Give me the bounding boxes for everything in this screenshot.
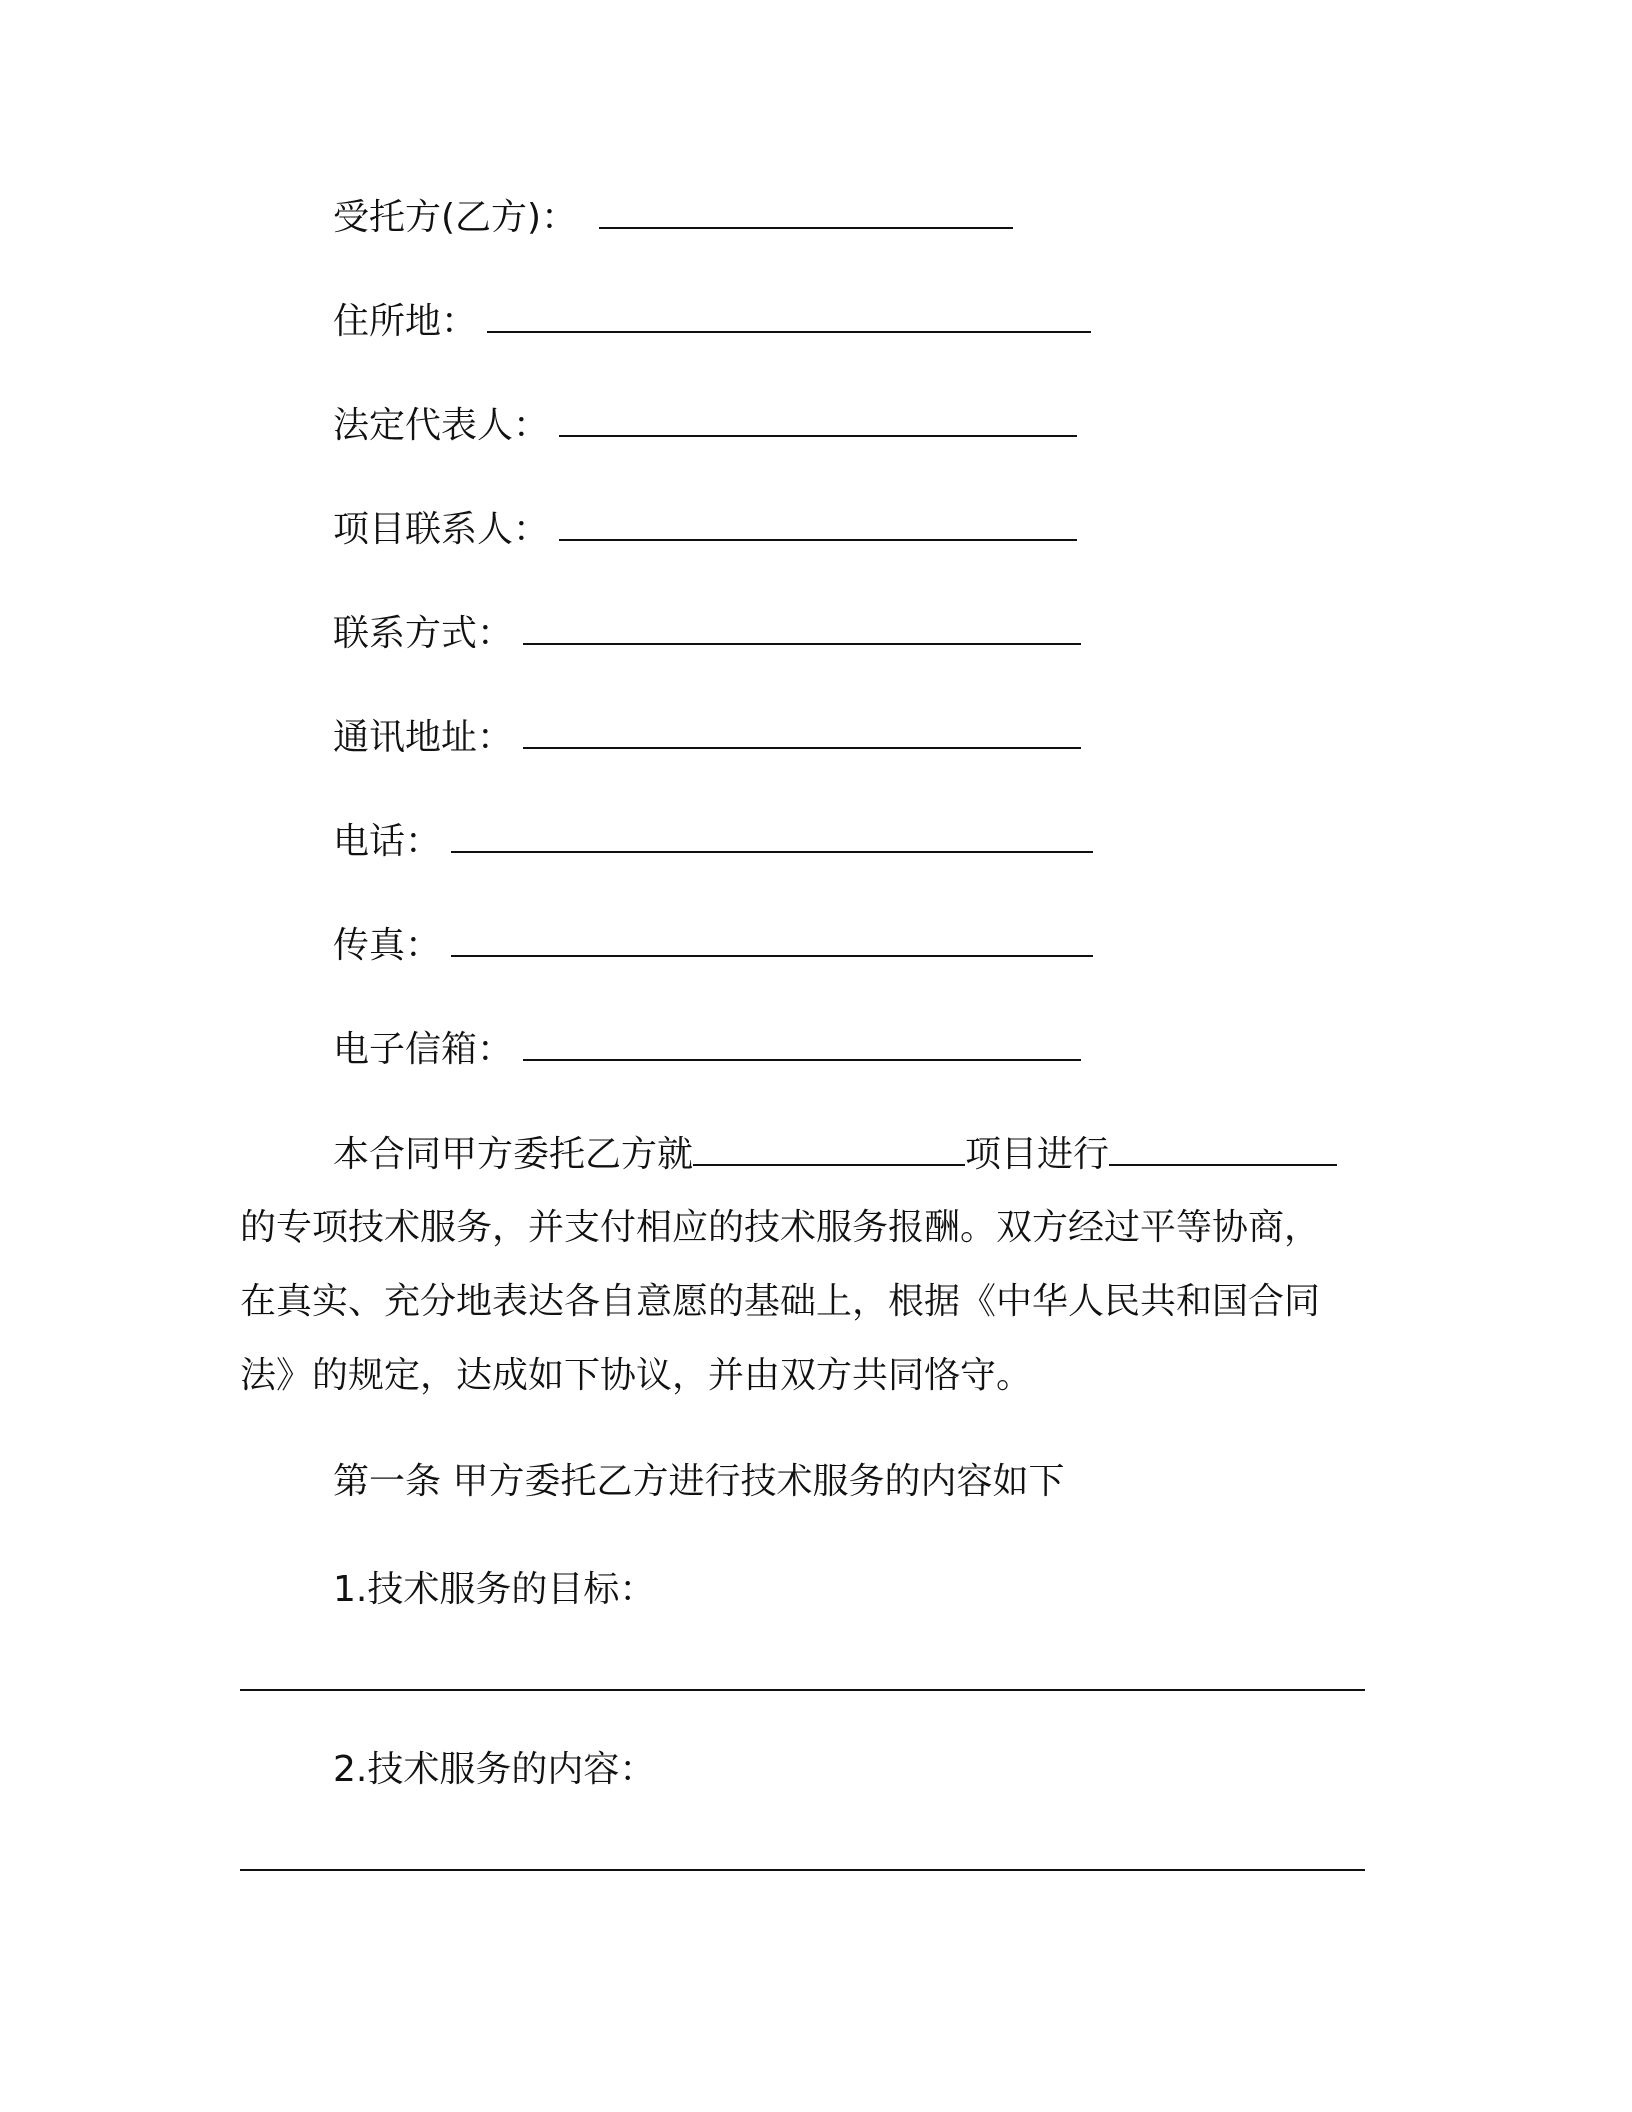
email-row <box>333 1030 1081 1070</box>
preamble-line-3: 在真实、充分地表达各自意愿的基础上，根据《中华人民共和国合同 <box>240 1281 1321 1322</box>
trustee-label: 受托方(乙方)： <box>333 197 578 238</box>
address-blank[interactable] <box>487 303 1091 333</box>
preamble-line-2: 的专项技术服务，并支付相应的技术服务报酬。双方经过平等协商， <box>240 1207 1321 1248</box>
preamble-text-2: 项目进行 <box>965 1134 1110 1175</box>
phone-row <box>333 822 1093 862</box>
fax-blank[interactable] <box>451 927 1093 957</box>
contact-method-label: 联系方式： <box>333 613 514 654</box>
trustee-row <box>333 198 1013 238</box>
mailing-address-row <box>333 718 1081 758</box>
service-type-blank[interactable] <box>1109 1136 1337 1166</box>
preamble-line-4: 法》的规定，达成如下协议，并由双方共同恪守。 <box>240 1355 1033 1396</box>
article-1-item-1: 1.技术服务的目标： <box>333 1569 656 1610</box>
contact-method-row <box>333 614 1081 654</box>
trustee-blank[interactable] <box>599 199 1013 229</box>
contact-method-blank[interactable] <box>523 615 1081 645</box>
project-contact-label: 项目联系人： <box>333 509 550 550</box>
address-row <box>333 302 1091 342</box>
mailing-address-blank[interactable] <box>523 719 1081 749</box>
preamble-text-1: 本合同甲方委托乙方就 <box>333 1134 694 1175</box>
fax-label: 传真： <box>333 925 442 966</box>
service-content-blank[interactable] <box>240 1869 1365 1871</box>
legal-rep-label: 法定代表人： <box>333 405 550 446</box>
project-contact-blank[interactable] <box>559 511 1077 541</box>
fax-row <box>333 926 1093 966</box>
address-label: 住所地： <box>333 301 478 342</box>
preamble-line-1 <box>333 1135 1337 1175</box>
email-label: 电子信箱： <box>333 1029 514 1070</box>
project-contact-row <box>333 510 1077 550</box>
service-goal-blank[interactable] <box>240 1689 1365 1691</box>
email-blank[interactable] <box>523 1031 1081 1061</box>
phone-label: 电话： <box>333 821 442 862</box>
mailing-address-label: 通讯地址： <box>333 717 514 758</box>
phone-blank[interactable] <box>451 823 1093 853</box>
project-name-blank[interactable] <box>693 1136 965 1166</box>
article-1-item-2: 2.技术服务的内容： <box>333 1749 656 1790</box>
legal-rep-row <box>333 406 1077 446</box>
legal-rep-blank[interactable] <box>559 407 1077 437</box>
article-1-heading: 第一条 甲方委托乙方进行技术服务的内容如下 <box>333 1461 1065 1502</box>
